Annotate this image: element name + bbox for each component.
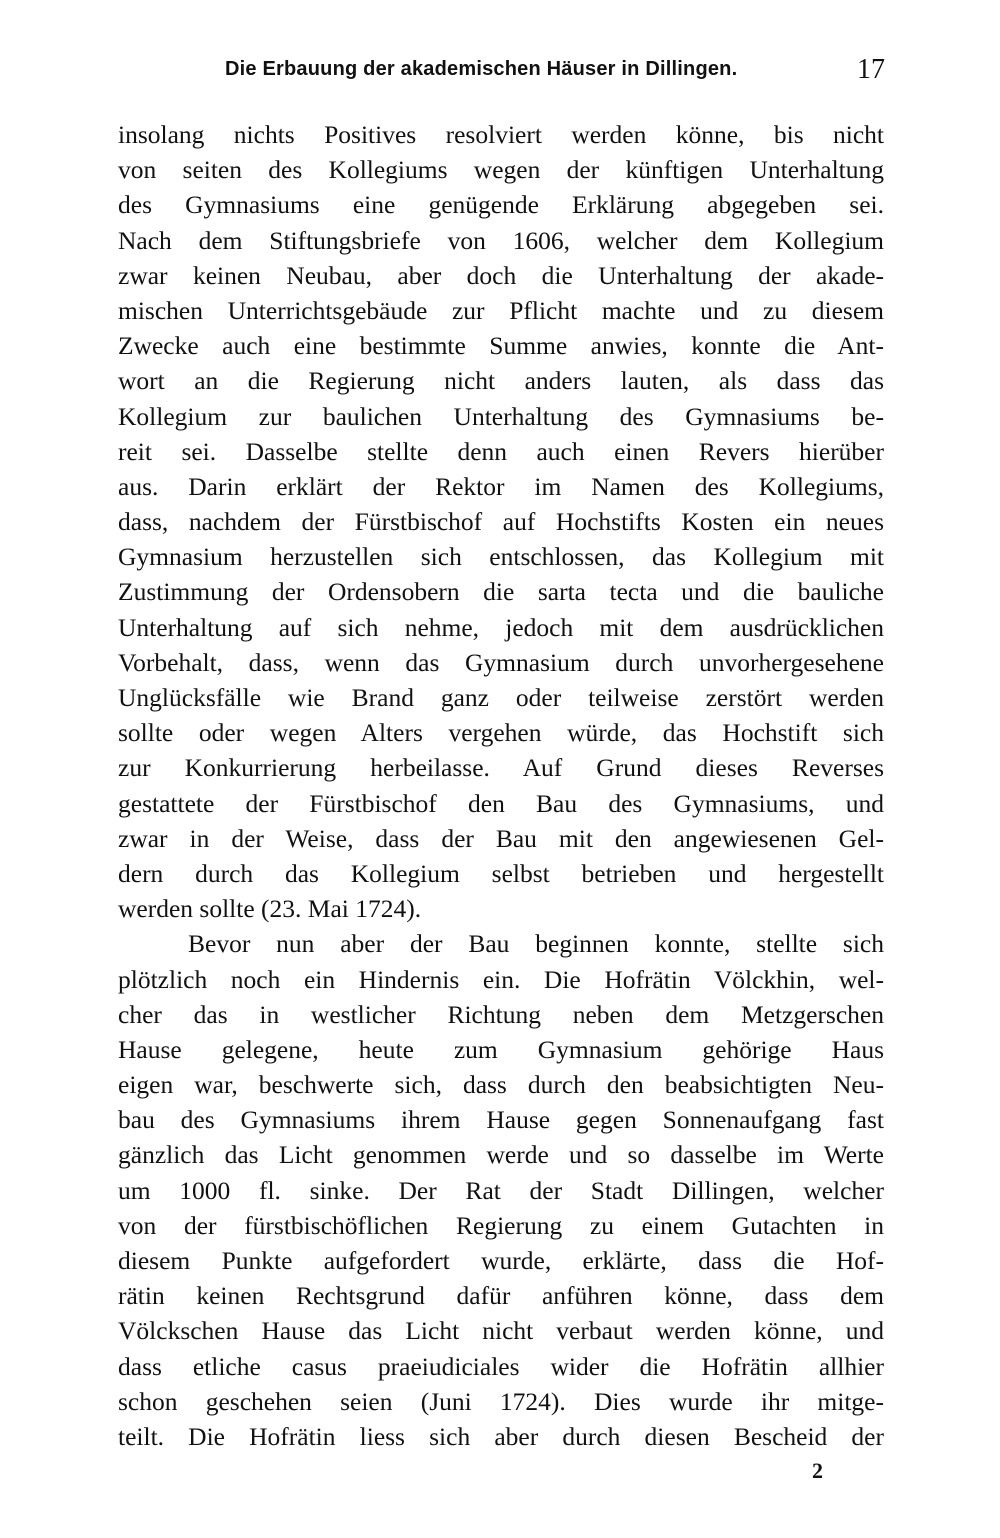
text-line: reit sei. Dasselbe stellte denn auch einen Revers hierüber xyxy=(118,436,884,466)
text-line: dass etliche casus praeiudiciales wider die Hofrätin allhier xyxy=(118,1351,884,1381)
text-line: Völckschen Hause das Licht nicht verbaut werden könne, und xyxy=(118,1316,884,1346)
text-line: gestattete der Fürstbischof den Bau des Gymnasiums, und xyxy=(118,788,884,818)
text-line: Zustimmung der Ordensobern die sarta tecta und die bauliche xyxy=(118,577,884,607)
text-line: von der fürstbischöflichen Regierung zu einem Gutachten in xyxy=(118,1210,884,1240)
text-line: dern durch das Kollegium selbst betrieben und hergestellt xyxy=(118,858,884,888)
body-text xyxy=(118,117,884,1454)
text-line: von seiten des Kollegiums wegen der künftigen Unterhaltung xyxy=(118,155,884,185)
text-line: insolang nichts Positives resolviert werden könne, bis nicht xyxy=(118,120,884,149)
signature-mark: 2 xyxy=(812,1458,823,1483)
text-line: Vorbehalt, dass, wenn das Gymnasium durch unvorhergesehene xyxy=(118,647,884,677)
text-line: zur Konkurrierung herbeilasse. Auf Grund dieses Reverses xyxy=(118,753,884,783)
page-number: 17 xyxy=(857,54,885,85)
text-line: aus. Darin erklärt der Rektor im Namen des Kollegiums, xyxy=(118,471,884,501)
text-line: Unterhaltung auf sich nehme, jedoch mit dem ausdrücklichen xyxy=(118,612,884,642)
text-line: Hause gelegene, heute zum Gymnasium gehörige Haus xyxy=(118,1034,884,1064)
text-line: dass, nachdem der Fürstbischof auf Hochstifts Kosten ein neues xyxy=(118,507,884,537)
text-line: cher das in westlicher Richtung neben dem Metzgerschen xyxy=(118,999,884,1029)
text-line: eigen war, beschwerte sich, dass durch den beabsichtigten Neu- xyxy=(118,1070,884,1100)
text-line: plötzlich noch ein Hindernis ein. Die Hofrätin Völckhin, wel- xyxy=(118,964,884,994)
text-line: um 1000 fl. sinke. Der Rat der Stadt Dillingen, welcher xyxy=(118,1175,884,1205)
text-line: Kollegium zur baulichen Unterhaltung des Gymnasiums be- xyxy=(118,401,884,431)
paragraph-start-line: Bevor nun aber der Bau beginnen konnte, stellte sich xyxy=(188,929,884,959)
text-line: Zwecke auch eine bestimmte Summe anwies, konnte die Ant- xyxy=(118,331,884,361)
text-line: Nach dem Stiftungsbriefe von 1606, welcher dem Kollegium xyxy=(118,225,884,255)
text-line: wort an die Regierung nicht anders lauten, als dass das xyxy=(118,366,884,396)
text-line: gänzlich das Licht genommen werde und so dasselbe im Werte xyxy=(118,1140,884,1170)
page-header xyxy=(225,54,885,90)
paragraph-end-line: werden sollte (23. Mai 1724). xyxy=(118,894,422,924)
text-line: mischen Unterrichtsgebäude zur Pflicht machte und zu diesem xyxy=(118,295,884,325)
text-line: bau des Gymnasiums ihrem Hause gegen Sonnenaufgang fast xyxy=(118,1105,884,1135)
text-line: diesem Punkte aufgefordert wurde, erklärte, dass die Hof- xyxy=(118,1246,884,1275)
running-title: Die Erbauung der akademischen Häuser in Dillingen. xyxy=(225,58,738,80)
text-line: sollte oder wegen Alters vergehen würde, das Hochstift sich xyxy=(118,718,884,748)
text-line: zwar in der Weise, dass der Bau mit den angewiesenen Gel- xyxy=(118,823,884,853)
text-line: Gymnasium herzustellen sich entschlossen, das Kollegium mit xyxy=(118,542,884,572)
text-line: zwar keinen Neubau, aber doch die Unterhaltung der akade- xyxy=(118,260,884,290)
text-line: teilt. Die Hofrätin liess sich aber durch diesen Bescheid der xyxy=(118,1421,884,1451)
text-line: schon geschehen seien (Juni 1724). Dies wurde ihr mitge- xyxy=(118,1386,884,1416)
text-line: Unglücksfälle wie Brand ganz oder teilweise zerstört werden xyxy=(118,683,884,712)
text-line: rätin keinen Rechtsgrund dafür anführen könne, dass dem xyxy=(118,1281,884,1311)
text-line: des Gymnasiums eine genügende Erklärung abgegeben sei. xyxy=(118,190,884,220)
